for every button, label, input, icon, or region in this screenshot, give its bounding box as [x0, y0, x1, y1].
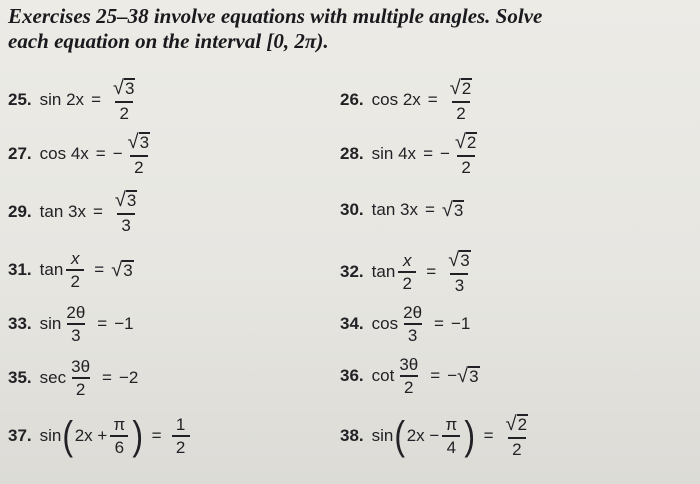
exercise-34: [340, 304, 470, 344]
exercise-instructions: [8, 4, 688, 54]
rhs-denominator: 2: [172, 435, 190, 456]
exercise-number: 30.: [340, 200, 364, 220]
argument-denominator: 2: [400, 375, 418, 396]
argument-fraction: [66, 250, 84, 290]
instructions-line-1: Exercises 25–38 involve equations with multiple angles. Solve: [8, 4, 543, 28]
exercise-31: [8, 250, 134, 290]
argument-denominator: 2: [72, 377, 90, 398]
rhs-fraction: [504, 414, 530, 458]
function-name: cos: [371, 314, 399, 333]
exercise-number: 32.: [340, 261, 364, 281]
equals-sign: =: [92, 201, 103, 221]
square-root: √ 3: [127, 131, 150, 154]
rhs-value: −1: [114, 314, 134, 333]
lhs: tan 3x: [39, 201, 86, 221]
argument-fraction: [64, 304, 87, 344]
rhs-value: −1: [450, 314, 471, 333]
argument-fraction: [397, 356, 420, 396]
exercise-32: [340, 250, 476, 294]
equals-sign: =: [424, 200, 435, 220]
exercise-25: [8, 78, 140, 122]
equals-sign: =: [430, 366, 441, 385]
exercise-number: 38.: [340, 425, 364, 445]
minus-sign: −: [440, 143, 450, 163]
square-root: √ 3: [113, 77, 135, 100]
exercise-number: 28.: [340, 143, 364, 163]
denominator: 2: [130, 155, 148, 176]
exercise-37: [8, 416, 193, 456]
argument-numerator: x: [403, 250, 412, 270]
denominator: 2: [508, 437, 526, 458]
rhs-fraction: [453, 132, 479, 176]
rhs-value: −2: [118, 368, 139, 387]
lhs: tan 3x: [371, 200, 418, 220]
function-name: sec: [39, 368, 67, 387]
exercise-number: 25.: [8, 89, 32, 109]
function-name: sin: [39, 426, 62, 445]
function-name: tan: [39, 260, 64, 279]
lhs: sin 2x: [39, 89, 85, 109]
equals-sign: =: [94, 260, 105, 279]
minus-sign: −: [447, 366, 458, 385]
exercise-number: 37.: [8, 426, 32, 445]
denominator: 2: [457, 155, 475, 176]
pi-numerator: π: [113, 415, 126, 434]
exercise-30: [340, 200, 464, 221]
exercise-number: 26.: [340, 89, 364, 109]
denominator: 3: [450, 273, 468, 294]
rhs-fraction: [446, 250, 472, 294]
pi-numerator: π: [445, 414, 458, 434]
exercise-36: [340, 356, 480, 396]
pi-fraction: [110, 416, 128, 456]
argument-numerator: 3θ: [71, 357, 91, 376]
inner-expression: 2x −: [406, 425, 440, 445]
equals-sign: =: [423, 143, 433, 163]
exercise-26: [340, 78, 477, 122]
denominator: 3: [117, 213, 135, 234]
equals-sign: =: [97, 314, 108, 333]
left-parenthesis: (: [62, 414, 74, 458]
argument-denominator: 3: [67, 323, 85, 344]
square-root: √ 3: [114, 189, 137, 212]
exercise-35: [8, 358, 138, 398]
inner-expression: 2x +: [74, 426, 108, 445]
exercise-38: [340, 414, 533, 458]
rhs-fraction: [111, 78, 137, 122]
denominator: 2: [115, 101, 133, 122]
exercise-number: 34.: [340, 314, 364, 333]
function-name: sin: [39, 314, 62, 333]
argument-numerator: 3θ: [399, 355, 419, 374]
exercise-number: 35.: [8, 368, 32, 387]
equals-sign: =: [483, 425, 494, 445]
equals-sign: =: [427, 89, 438, 109]
exercise-28: [340, 132, 482, 176]
exercise-27: [8, 132, 155, 176]
function-name: sin: [371, 425, 394, 445]
instructions-line-2: each equation on the interval [0, 2π).: [8, 29, 329, 53]
rhs-numerator: 1: [175, 415, 186, 434]
right-parenthesis: ): [464, 413, 476, 458]
exercise-number: 27.: [8, 143, 32, 163]
exercise-33: [8, 304, 134, 344]
argument-fraction: [69, 358, 92, 398]
exercise-number: 31.: [8, 260, 32, 279]
rhs-fraction: [113, 190, 139, 234]
right-parenthesis: ): [132, 414, 144, 458]
argument-denominator: 3: [404, 323, 422, 344]
lhs: cos 2x: [371, 89, 421, 109]
pi-denominator: 4: [442, 435, 460, 456]
equals-sign: =: [426, 261, 437, 281]
lhs: sin 4x: [371, 143, 417, 163]
denominator: 2: [452, 101, 470, 122]
rhs-fraction: [126, 132, 152, 176]
lhs: cos 4x: [39, 143, 89, 163]
argument-fraction: [401, 304, 424, 344]
equals-sign: =: [95, 143, 106, 163]
exercise-number: 33.: [8, 314, 32, 333]
square-root: √ 3: [448, 249, 470, 272]
function-name: tan: [371, 261, 396, 281]
pi-fraction: [442, 416, 460, 456]
minus-sign: −: [112, 143, 123, 163]
left-parenthesis: (: [394, 413, 406, 458]
equals-sign: =: [434, 314, 444, 333]
function-name: cot: [371, 366, 395, 385]
argument-denominator: 2: [398, 271, 416, 292]
square-root: √ 2: [454, 131, 477, 154]
rhs-fraction: [448, 78, 474, 122]
pi-denominator: 6: [110, 435, 128, 456]
square-root: √ 2: [449, 77, 472, 100]
argument-fraction: [398, 252, 416, 292]
equals-sign: =: [151, 426, 162, 445]
exercise-number: 36.: [340, 366, 364, 385]
argument-numerator: 2θ: [66, 303, 86, 322]
exercise-number: 29.: [8, 201, 32, 221]
rhs-fraction: [172, 416, 190, 456]
argument-denominator: 2: [66, 269, 84, 290]
square-root: √ 2: [505, 413, 528, 436]
square-root: √ 3: [111, 259, 133, 281]
argument-numerator: 2θ: [403, 303, 423, 322]
equals-sign: =: [102, 368, 112, 387]
equals-sign: =: [91, 89, 101, 109]
argument-numerator: x: [71, 249, 80, 268]
square-root: √ 3: [441, 199, 464, 222]
exercise-29: [8, 190, 142, 234]
square-root: √ 3: [457, 365, 479, 387]
